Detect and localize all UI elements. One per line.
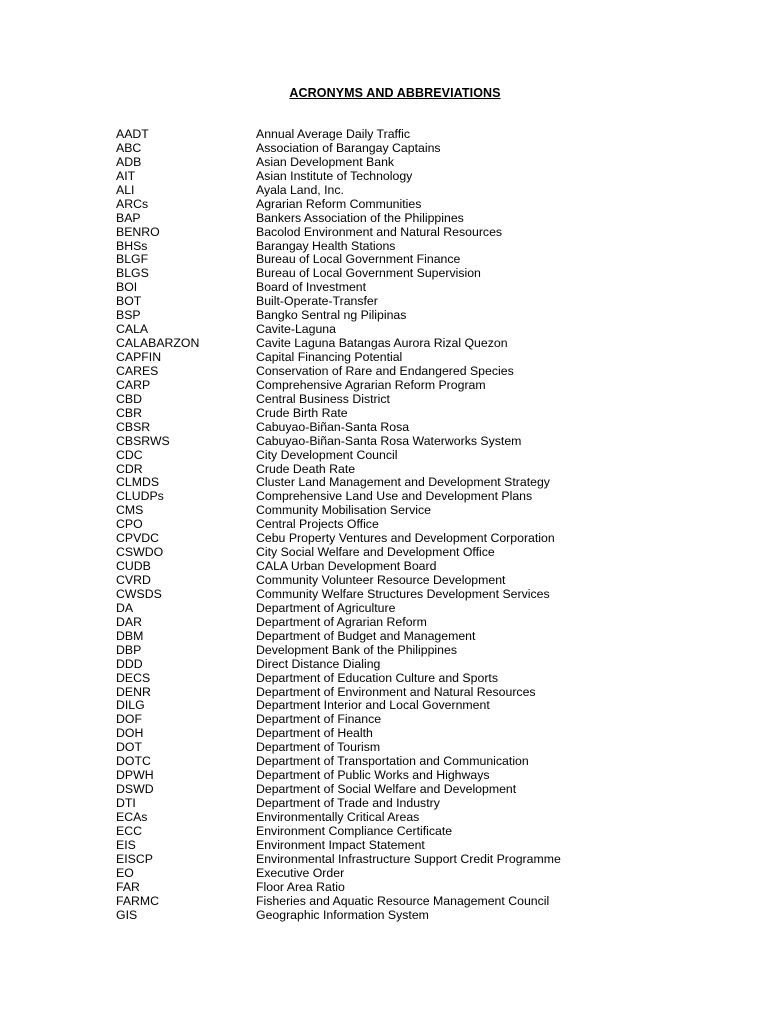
acronym-abbreviation: EO (116, 865, 134, 880)
acronym-abbreviation: CARP (116, 377, 151, 392)
acronym-row (116, 546, 736, 560)
acronym-abbreviation: CVRD (116, 573, 151, 587)
acronym-row (116, 658, 736, 672)
acronym-row (116, 504, 736, 518)
acronym-meaning: Ayala Land, Inc. (256, 182, 344, 197)
acronym-meaning: Central Projects Office (256, 517, 379, 532)
acronym-meaning: Geographic Information System (256, 907, 429, 922)
acronym-abbreviation: EISCP (116, 851, 153, 866)
acronym-meaning: Agrarian Reform Communities (256, 196, 422, 211)
acronym-row (116, 644, 736, 658)
acronym-row (116, 797, 736, 811)
acronym-abbreviation: CBD (116, 391, 142, 406)
acronym-abbreviation: CAPFIN (116, 350, 162, 364)
acronym-meaning: Bankers Association of the Philippines (256, 210, 464, 225)
acronym-row (116, 281, 736, 295)
acronym-abbreviation: CBSRWS (116, 433, 170, 448)
acronym-row (116, 463, 736, 477)
acronym-meaning: Department of Transportation and Communication (256, 754, 529, 769)
acronym-row (116, 588, 736, 602)
acronym-abbreviation: GIS (116, 907, 138, 922)
acronym-meaning: Fisheries and Aquatic Resource Management Council (256, 893, 550, 908)
acronym-row (116, 811, 736, 825)
acronym-meaning: Crude Death Rate (256, 461, 356, 476)
acronym-abbreviation: BOI (116, 280, 138, 295)
acronym-abbreviation: BLGF (116, 252, 149, 267)
acronym-abbreviation: BSP (116, 308, 141, 323)
acronym-row (116, 449, 736, 463)
acronym-row (116, 560, 736, 574)
acronym-row (116, 365, 736, 379)
acronym-row (116, 839, 736, 853)
acronym-row (116, 783, 736, 797)
acronym-abbreviation: CARES (116, 363, 159, 378)
acronym-abbreviation: CWSDS (116, 586, 162, 601)
acronym-meaning: Capital Financing Potential (256, 350, 403, 364)
acronym-meaning: Community Mobilisation Service (256, 503, 431, 518)
acronym-abbreviation: CPO (116, 517, 143, 532)
acronym-row (116, 267, 736, 281)
acronym-abbreviation: EIS (116, 837, 136, 852)
acronym-abbreviation: CPVDC (116, 531, 160, 546)
acronym-row (116, 212, 736, 226)
acronym-meaning: Community Welfare Structures Development Services (256, 586, 550, 601)
acronym-abbreviation: CLMDS (116, 475, 160, 490)
acronym-meaning: Cebu Property Ventures and Development Corporation (256, 531, 555, 546)
acronym-abbreviation: ABC (116, 140, 142, 155)
acronym-meaning: Bureau of Local Government Supervision (256, 266, 481, 281)
acronym-abbreviation: DILG (116, 698, 145, 713)
acronym-abbreviation: ECAs (116, 809, 148, 824)
acronym-abbreviation: BHSs (116, 238, 148, 253)
acronym-abbreviation: BOT (116, 294, 142, 309)
acronym-meaning: Cabuyao-Biñan-Santa Rosa (256, 419, 410, 434)
acronym-row (116, 421, 736, 435)
acronym-abbreviation: DDD (116, 656, 143, 671)
acronym-meaning: Bureau of Local Government Finance (256, 252, 461, 267)
acronym-meaning: Department of Social Welfare and Development (256, 782, 517, 797)
acronym-meaning: Bacolod Environment and Natural Resources (256, 224, 503, 239)
acronym-row (116, 909, 736, 923)
acronym-meaning: Barangay Health Stations (256, 238, 396, 253)
acronym-abbreviation: DOF (116, 712, 142, 727)
acronym-meaning: Department of Budget and Management (256, 628, 476, 643)
acronym-meaning: Built-Operate-Transfer (256, 294, 378, 309)
acronym-meaning: Executive Order (256, 865, 345, 880)
acronym-meaning: Environmental Infrastructure Support Credit Programme (256, 851, 561, 866)
acronym-abbreviation: FAR (116, 879, 140, 894)
acronym-abbreviation: DBP (116, 642, 142, 657)
acronym-abbreviation: DSWD (116, 782, 154, 797)
acronym-row (116, 699, 736, 713)
acronym-abbreviation: ECC (116, 823, 142, 838)
acronym-row (116, 379, 736, 393)
acronym-meaning: Cabuyao-Biñan-Santa Rosa Waterworks System (256, 433, 522, 448)
acronym-abbreviation: CDR (116, 461, 143, 476)
acronym-abbreviation: CBR (116, 405, 142, 420)
acronym-abbreviation: DA (116, 600, 134, 615)
acronym-meaning: City Social Welfare and Development Office (256, 545, 495, 560)
acronym-row (116, 490, 736, 504)
acronym-row (116, 184, 736, 198)
acronym-meaning: Central Business District (256, 391, 390, 406)
acronym-abbreviation: CALABARZON (116, 336, 200, 351)
acronym-meaning: Asian Development Bank (256, 154, 395, 169)
acronym-meaning: Department of Education Culture and Sports (256, 670, 498, 685)
acronym-row (116, 295, 736, 309)
acronym-meaning: Development Bank of the Philippines (256, 642, 457, 657)
acronym-row (116, 518, 736, 532)
acronym-abbreviation: ARCs (116, 196, 149, 211)
page-title: ACRONYMS AND ABBREVIATIONS (289, 86, 501, 100)
acronym-abbreviation: CUDB (116, 559, 151, 574)
acronym-meaning: Department of Public Works and Highways (256, 768, 490, 783)
acronym-row (116, 574, 736, 588)
acronym-meaning: Department of Health (256, 726, 373, 741)
acronym-meaning: Environment Compliance Certificate (256, 823, 453, 838)
acronym-row (116, 853, 736, 867)
acronym-row (116, 727, 736, 741)
acronym-meaning: Environment Impact Statement (256, 837, 425, 852)
acronym-abbreviation: ALI (116, 182, 135, 197)
acronym-meaning: Comprehensive Land Use and Development Plans (256, 489, 533, 504)
acronym-row (116, 769, 736, 783)
acronym-abbreviation: BAP (116, 210, 141, 225)
acronym-row (116, 435, 736, 449)
acronym-abbreviation: DOTC (116, 754, 151, 769)
acronym-meaning: Floor Area Ratio (256, 879, 345, 894)
acronym-meaning: Crude Birth Rate (256, 405, 348, 420)
acronym-row (116, 351, 736, 365)
acronym-row (116, 226, 736, 240)
acronym-row (116, 713, 736, 727)
acronym-row (116, 476, 736, 490)
acronym-row (116, 393, 736, 407)
acronym-abbreviation: CLUDPs (116, 489, 164, 504)
acronym-abbreviation: AADT (116, 127, 149, 141)
acronym-abbreviation: ADB (116, 154, 142, 169)
acronym-meaning: Department of Finance (256, 712, 382, 727)
acronym-row (116, 532, 736, 546)
acronym-meaning: Direct Distance Dialing (256, 656, 381, 671)
acronym-meaning: Department Interior and Local Government (256, 698, 490, 713)
acronym-abbreviation: DPWH (116, 768, 154, 783)
acronym-row (116, 198, 736, 212)
acronym-abbreviation: DOH (116, 726, 144, 741)
acronym-meaning: Cluster Land Management and Development Strategy (256, 475, 550, 490)
acronym-row (116, 253, 736, 267)
acronym-meaning: Asian Institute of Technology (256, 168, 413, 183)
acronym-row (116, 616, 736, 630)
acronym-abbreviation: FARMC (116, 893, 160, 908)
acronym-meaning: Department of Agrarian Reform (256, 614, 427, 629)
acronym-meaning: Environmentally Critical Areas (256, 809, 420, 824)
acronym-row (116, 867, 736, 881)
acronym-row (116, 407, 736, 421)
acronym-row (116, 825, 736, 839)
acronym-abbreviation: AIT (116, 168, 136, 183)
acronym-row (116, 337, 736, 351)
acronym-abbreviation: DAR (116, 614, 142, 629)
acronym-row (116, 672, 736, 686)
acronym-meaning: Cavite-Laguna (256, 322, 336, 337)
acronym-meaning: CALA Urban Development Board (256, 559, 437, 574)
acronym-row (116, 602, 736, 616)
acronym-list (116, 128, 736, 922)
acronym-abbreviation: CMS (116, 503, 144, 518)
acronym-row (116, 170, 736, 184)
acronym-row (116, 686, 736, 700)
acronym-meaning: Conservation of Rare and Endangered Species (256, 363, 514, 378)
acronym-row (116, 630, 736, 644)
acronym-meaning: Board of Investment (256, 280, 367, 295)
acronym-row (116, 755, 736, 769)
acronym-abbreviation: DOT (116, 740, 142, 755)
acronym-abbreviation: CDC (116, 447, 143, 462)
acronym-abbreviation: DENR (116, 684, 151, 699)
acronym-abbreviation: BLGS (116, 266, 149, 281)
acronym-abbreviation: DBM (116, 628, 144, 643)
acronym-abbreviation: CSWDO (116, 545, 164, 560)
acronym-row (116, 895, 736, 909)
acronym-meaning: Annual Average Daily Traffic (256, 127, 411, 141)
acronym-meaning: City Development Council (256, 447, 398, 462)
acronym-meaning: Department of Tourism (256, 740, 381, 755)
acronym-meaning: Department of Trade and Industry (256, 796, 440, 810)
acronym-meaning: Department of Environment and Natural Resources (256, 684, 536, 699)
acronym-abbreviation: BENRO (116, 224, 160, 239)
acronym-abbreviation: DECS (116, 670, 151, 685)
acronym-row (116, 881, 736, 895)
acronym-meaning: Comprehensive Agrarian Reform Program (256, 377, 486, 392)
acronym-row (116, 309, 736, 323)
acronym-meaning: Community Volunteer Resource Development (256, 573, 506, 587)
acronym-abbreviation: CALA (116, 322, 149, 337)
acronym-row (116, 142, 736, 156)
acronym-meaning: Association of Barangay Captains (256, 140, 441, 155)
acronym-abbreviation: CBSR (116, 419, 151, 434)
acronym-row (116, 128, 736, 142)
acronym-row (116, 323, 736, 337)
acronym-meaning: Department of Agriculture (256, 600, 396, 615)
acronym-row (116, 741, 736, 755)
acronym-meaning: Bangko Sentral ng Pilipinas (256, 308, 407, 323)
acronym-abbreviation: DTI (116, 796, 136, 810)
acronym-row (116, 156, 736, 170)
acronym-row (116, 240, 736, 254)
acronym-meaning: Cavite Laguna Batangas Aurora Rizal Quezon (256, 336, 508, 351)
